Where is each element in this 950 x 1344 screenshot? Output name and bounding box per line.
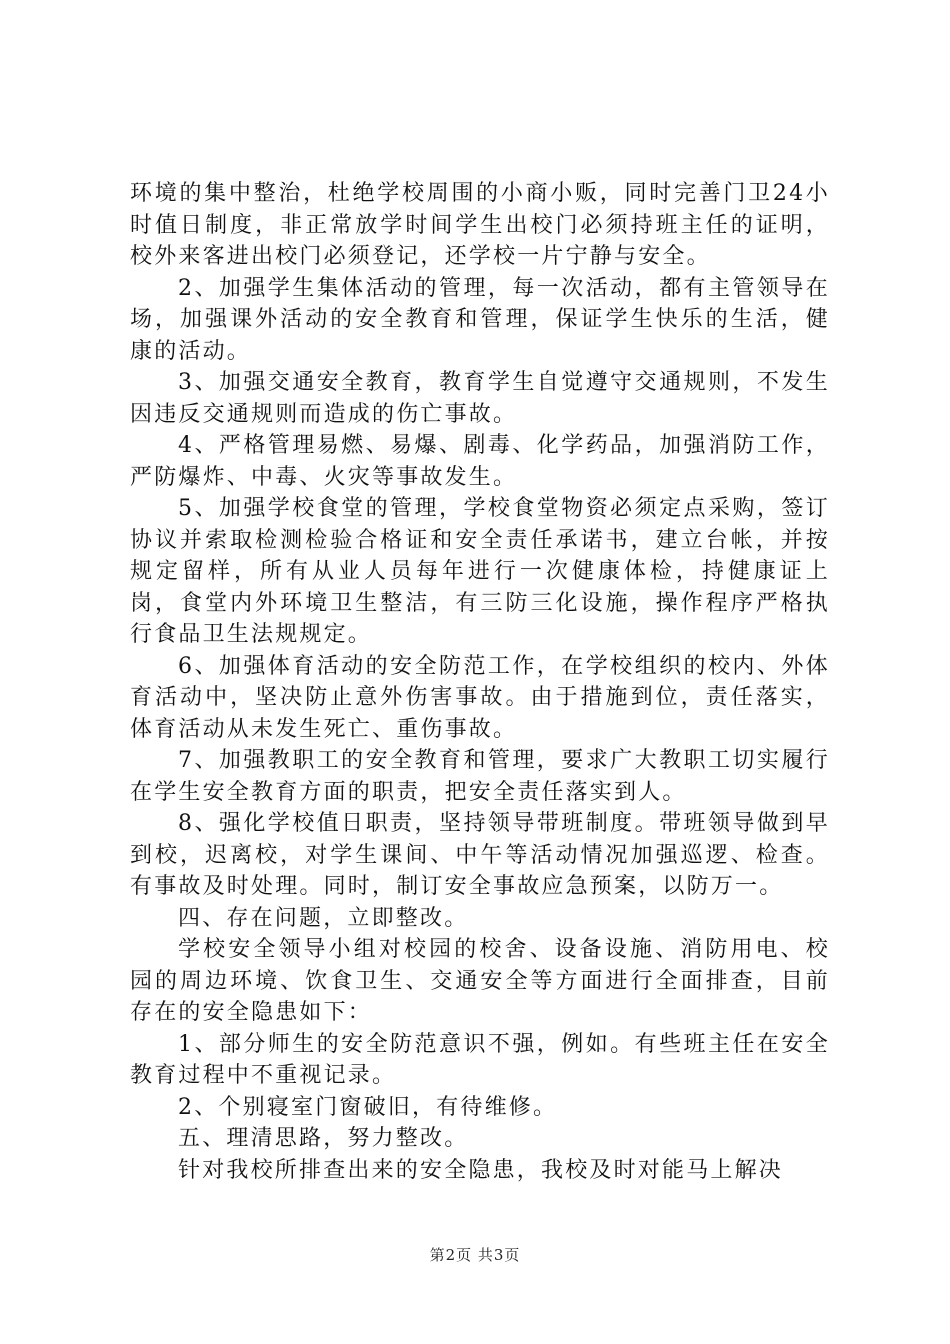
- section-heading: 五、理清思路，努力整改。: [178, 1126, 469, 1151]
- paragraph: 7、加强教职工的安全教育和管理，要求广大教职工切实履行在学生安全教育方面的职责，把安全责任落实到人。: [130, 748, 830, 805]
- paragraph: 8、强化学校值日职责，坚持领导带班制度。带班领导做到早到校，迟离校，对学生课间、中午等活动情况加强巡逻、检查。有事故及时处理。同时，制订安全事故应急预案，以防万一。: [130, 811, 830, 899]
- paragraph: 针对我校所排查出来的安全隐患，我校及时对能马上解决: [178, 1157, 784, 1183]
- document-body: [130, 178, 830, 1186]
- paragraph: 1、部分师生的安全防范意识不强，例如。有些班主任在安全教育过程中不重视记录。: [130, 1031, 830, 1088]
- paragraph: 环境的集中整治，杜绝学校周围的小商小贩，同时完善门卫24小时值日制度，非正常放学时间学生出校门必须持班主任的证明，校外来客进出校门必须登记，还学校一片宁静与安全。: [130, 181, 830, 269]
- paragraph: 6、加强体育活动的安全防范工作，在学校组织的校内、外体育活动中，坚决防止意外伤害事故。由于措施到位，责任落实，体育活动从未发生死亡、重伤事故。: [130, 653, 830, 742]
- section-heading: 四、存在问题，立即整改。: [178, 905, 469, 931]
- paragraph: 2、个别寝室门窗破旧，有待维修。: [178, 1094, 558, 1120]
- page-number-footer: 第2页 共3页: [429, 1246, 521, 1264]
- paragraph: 5、加强学校食堂的管理，学校食堂物资必须定点采购，签订协议并索取检测检验合格证和安全责任承诺书，建立台帐，并按规定留样，所有从业人员每年进行一次健康体检，持健康证上岗，食堂内外环境卫生整洁，有三防三化设施，操作程序严格执行食品卫生法规规定。: [130, 496, 830, 647]
- paragraph: 4、严格管理易燃、易爆、剧毒、化学药品，加强消防工作，严防爆炸、中毒、火灾等事故发生。: [130, 433, 830, 490]
- paragraph: 3、加强交通安全教育，教育学生自觉遵守交通规则，不发生因违反交通规则而造成的伤亡事故。: [130, 370, 830, 427]
- paragraph: 2、加强学生集体活动的管理，每一次活动，都有主管领导在场，加强课外活动的安全教育和管理，保证学生快乐的生活，健康的活动。: [130, 275, 830, 364]
- paragraph: 学校安全领导小组对校园的校舍、设备设施、消防用电、校园的周边环境、饮食卫生、交通安全等方面进行全面排查，目前存在的安全隐患如下：: [130, 937, 830, 1025]
